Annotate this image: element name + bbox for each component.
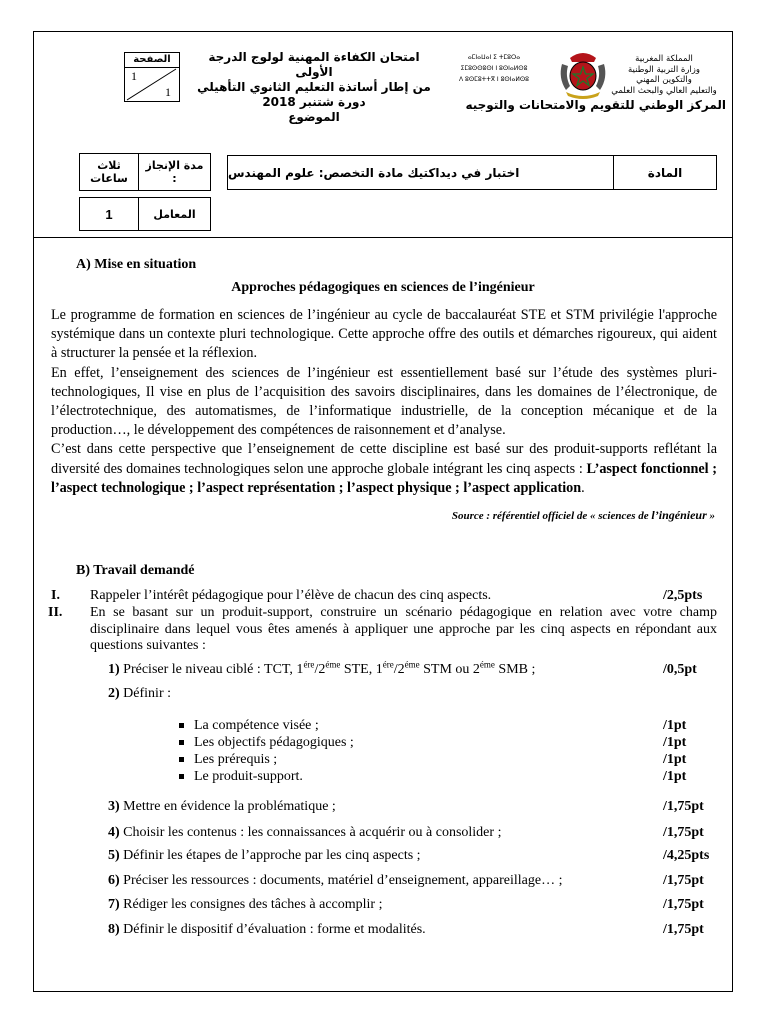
subquestion-item: 4) Choisir les contenus : les connaissances à acquérir ou à consolider ; [108,825,502,840]
duration-label: مدة الإنجاز : [138,154,210,190]
paragraph-3 [51,440,717,498]
matter-label: المادة [613,156,716,189]
bullet-points: /1pt [663,752,687,767]
center-name: المركز الوطني للتقويم والامتحانات والتوجيه [465,98,726,112]
paragraph-3-start: C’est dans cette perspective que l’enseignement de cette discipline est basé sur des produit-supports reflétant la diversité des domaines technologiques selon une approche globale intégrant les cinq aspects : [51,441,717,477]
subquestion-item-points: /4,25pts [663,848,710,863]
ministry-line-3: والتكوين المهني [636,75,692,85]
subquestion-2-number: 2) [108,686,120,701]
exam-title-line-2: من إطار أساتذة التعليم الثانوي التأهيلي [197,80,431,94]
page-number-box [124,52,180,102]
subquestion-1-number: 1) [108,662,120,677]
bullet-item: Les prérequis ; [179,752,277,768]
paragraph-2: En effet, l’enseignement des sciences de l’ingénieur est essentiellement basé sur l’étude des systèmes pluri-technologiques, Il vise en plus de l’acquisition des savoirs disciplinaires, dans les domaines de l’électronique, de l’électrotechnique, des automatismes, de l’informatique industrielle, de la conception mécanique et de la production…, le développement des compétences de raisonnement et d’analyse. [51,364,717,439]
bullet-icon [179,723,184,728]
subquestion-item: 6) Préciser les ressources : documents, matériel d’enseignement, appareillage… ; [108,873,563,888]
tifinagh-block [434,52,554,85]
tifinagh-line-2: ⵉⵎⵓⵙⵙⵓⵙⵏ ⵏ ⵓⵙⵏⴰⵍⵙⵓ [460,65,528,72]
bullet-icon [179,740,184,745]
question-1-text: Rappeler l’intérêt pédagogique pour l’élève de chacun des cinq aspects. [90,588,492,603]
ministry-line-1: المملكة المغربية [635,54,693,64]
header-separator [34,237,732,238]
subquestion-1-points: /0,5pt [663,662,697,677]
bullet-item: Le produit-support. [179,769,303,785]
matter-box [227,155,717,190]
exam-title-block [194,50,434,125]
bullet-item: Les objectifs pédagogiques ; [179,735,354,751]
page-current: 1 [131,69,137,83]
duration-box [79,153,211,191]
section-a-title: A) Mise en situation [76,257,197,272]
duration-value: ثلاث ساعات [90,159,128,185]
question-1-number: I. [51,588,60,603]
page-total: 1 [165,85,171,99]
subquestion-item: 8) Définir le dispositif d’évaluation : forme et modalités. [108,922,426,937]
exam-session: دورة شتنبر 2018 [262,95,366,109]
subquestion-item-points: /1,75pt [663,922,704,937]
subquestion-item-points: /1,75pt [663,799,704,814]
tifinagh-line-1: ⴰⵎⵏⴰⵡⴰⵏ ⵉ ⵜⵎⵓⵔⴰ [467,54,521,61]
bullet-icon [179,757,184,762]
paragraph-1: Le programme de formation en sciences de l’ingénieur au cycle de baccalauréat STE et STM privilégie l'approche systémique dans un contexte pluri technologique. Cette approche offre des outils et démarches rigoureux, qui aident à structurer la pensée et la réflexion. [51,307,717,362]
page-label: الصفحة [125,53,179,68]
subquestion-item: 7) Rédiger les consignes des tâches à accomplir ; [108,897,383,912]
exam-page [33,31,733,992]
bullet-points: /1pt [663,718,687,733]
coat-of-arms-logo [556,48,610,100]
tifinagh-line-3: ⴷ ⵓⵙⵎⵓⵜⵜⴳ ⵏ ⵓⵙⵏⴰⵍⵙⵓ [459,76,529,83]
subquestion-item: 3) Mettre en évidence la problématique ; [108,799,336,814]
ministry-block [604,54,724,96]
subquestion-2 [108,686,171,702]
bullet-icon [179,774,184,779]
exam-subject-label: الموضوع [288,110,340,124]
subquestion-item-points: /1,75pt [663,897,704,912]
exam-title-line-1: امتحان الكفاءة المهنية لولوج الدرجة الأولى [208,50,420,79]
paragraph-3-aspects: L’aspect fonctionnel ; l’aspect technologique ; l’aspect représentation ; l’aspect physique ; l’aspect application [51,460,717,496]
source-prefix: Source : référentiel officiel de « sciences de [451,510,652,522]
question-2-number: II. [48,605,63,620]
subquestion-item: 5) Définir les étapes de l’approche par les cinq aspects ; [108,848,421,863]
coefficient-value: 1 [105,206,113,222]
matter-value: اختبار في ديداكتيك مادة التخصص: علوم المهندس [228,165,520,180]
subquestion-1-text: Préciser le niveau ciblé : TCT, $1^{ére}/2^{éme}$ STE, $1^{ére}/2^{éme}$ STM ou $2^{éme}$ SMB ; [123,659,536,677]
subquestion-2-text: Définir : [123,686,171,701]
bullet-item: La compétence visée ; [179,718,319,734]
coefficient-box [79,197,211,231]
subquestion-1 [108,659,536,678]
question-2-text: En se basant sur un produit-support, construire un scénario pédagogique en relation avec votre champ disciplinaire dans lequel vous êtes amenés à appliquer une approche par les cinq aspects en répondant aux questions suivantes : [90,605,717,653]
ministry-line-2: وزارة التربية الوطنية [627,64,701,75]
question-1-points: /2,5pts [663,588,703,603]
source-suffix: » [706,510,715,522]
source-citation [452,508,715,523]
bullet-points: /1pt [663,769,687,784]
subquestion-item-points: /1,75pt [663,825,704,840]
paragraph-3-end: . [581,479,585,496]
mise-en-situation-text [51,306,717,498]
ministry-line-4: والتعليم العالي والبحث العلمي [611,85,717,96]
subquestion-item-points: /1,75pt [663,873,704,888]
bullet-points: /1pt [663,735,687,750]
source-emphasis: l’ingénieur [651,508,707,522]
section-a-subtitle: Approches pédagogiques en sciences de l’ingénieur [231,280,535,295]
section-b-title: B) Travail demandé [76,563,195,578]
coefficient-label: المعامل [138,198,210,230]
